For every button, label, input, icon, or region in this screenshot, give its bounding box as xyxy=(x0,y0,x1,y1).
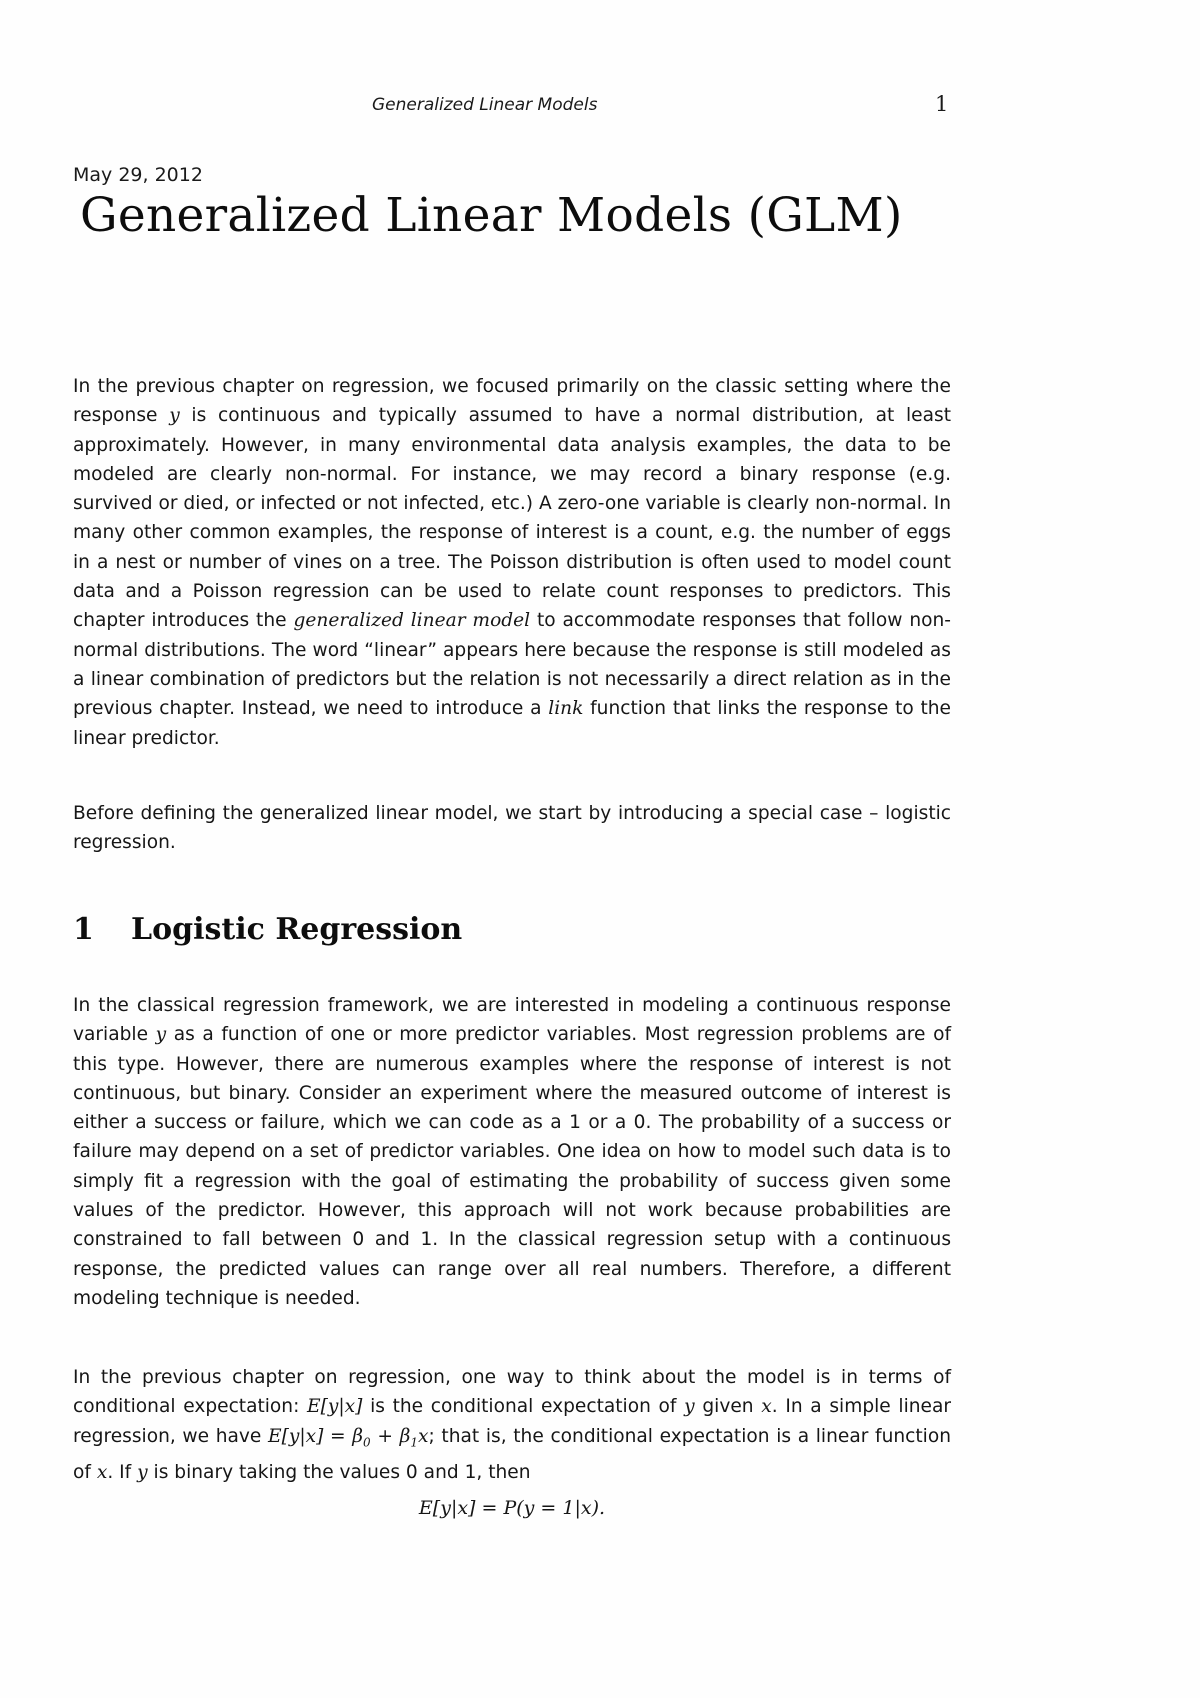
text-span: ; that is, the conditional expectation is a linear function of xyxy=(73,1425,951,1483)
text-span: is the conditional expectation of xyxy=(362,1396,685,1418)
math-part: E[y|x] = β xyxy=(268,1425,364,1447)
math-var-y: y xyxy=(155,1024,167,1046)
term-generalized-linear-model: generalized linear model xyxy=(293,610,531,632)
text-span: . If xyxy=(107,1461,138,1483)
text-span: In the classical regression framework, we are interested in modeling a continuous response variable xyxy=(73,995,951,1046)
math-var-y: y xyxy=(169,405,180,427)
text-span: to accommodate responses that follow non-normal distributions. The word “linear” appears here because the response is still modeled as a linear combination of predictors but the relation is not necessarily a direct relation as in the previous chapter. Instead, we need to introduce a xyxy=(73,610,952,720)
math-subscript: 0 xyxy=(363,1435,371,1450)
intro-paragraph-1 xyxy=(73,372,951,753)
running-header-title: Generalized Linear Models xyxy=(372,95,598,115)
text-span: is binary taking the values 0 and 1, then xyxy=(147,1461,531,1483)
text-span: given xyxy=(694,1396,762,1418)
text-span: In the previous chapter on regression, one way to think about the model is in terms of conditional expectation: xyxy=(73,1367,951,1418)
section-heading-logistic-regression xyxy=(73,912,462,947)
page-number: 1 xyxy=(935,92,949,116)
equation-text: E[y|x] = P(y = 1|x). xyxy=(418,1497,606,1519)
text-span: In the previous chapter on regression, we focused primarily on the classic setting where the response xyxy=(73,376,951,427)
display-equation xyxy=(0,1497,1024,1519)
term-link: link xyxy=(548,698,584,720)
page-title: Generalized Linear Models (GLM) xyxy=(80,188,903,243)
math-expression: E[y|x] xyxy=(307,1396,363,1418)
text-span: . In a simple linear regression, we have xyxy=(73,1396,952,1447)
math-var-x: x xyxy=(761,1396,772,1418)
text-span: function that links the response to the linear predictor. xyxy=(73,698,951,749)
section-number: 1 xyxy=(73,912,94,947)
document-date: May 29, 2012 xyxy=(73,164,203,186)
math-part: + β xyxy=(370,1425,411,1447)
math-part: x xyxy=(417,1425,429,1447)
section-paragraph-1 xyxy=(73,991,951,1313)
math-var-y: y xyxy=(137,1461,148,1483)
section-title: Logistic Regression xyxy=(131,912,463,947)
math-expression-linear xyxy=(268,1425,429,1450)
intro-paragraph-2: Before defining the generalized linear model, we start by introducing a special case – logistic regression. xyxy=(73,803,951,854)
math-var-x: x xyxy=(96,1461,108,1483)
text-span: is continuous and typically assumed to have a normal distribution, at least approximately. However, in many environmental data analysis examples, the data to be modeled are clearly non-normal. For instance, we may record a binary response (e.g. survived or died, or infected or not infected, etc.) A zero-one variable is clearly non-normal. In many other common examples, the response of interest is a count, e.g. the number of eggs in a nest or number of vines on a tree. The Poisson distribution is often used to model count data and a Poisson regression can be used to relate count responses to predictors. This chapter introduces the xyxy=(73,405,951,632)
text-span: as a function of one or more predictor variables. Most regression problems are of this type. However, there are numerous examples where the response of interest is not continuous, but binary. Consider an experiment where the measured outcome of interest is either a success or failure, which we can code as a 1 or a 0. The probability of a success or failure may depend on a set of predictor variables. One idea on how to model such data is to simply fit a regression with the goal of estimating the probability of success given some values of the predictor. However, this approach will not work because probabilities are constrained to fall between 0 and 1. In the classical regression setup with a continuous response, the predicted values can range over all real numbers. Therefore, a different modeling technique is needed. xyxy=(73,1024,951,1309)
math-subscript: 1 xyxy=(410,1435,418,1450)
math-var-y: y xyxy=(684,1396,695,1418)
section-paragraph-2 xyxy=(73,1363,951,1487)
